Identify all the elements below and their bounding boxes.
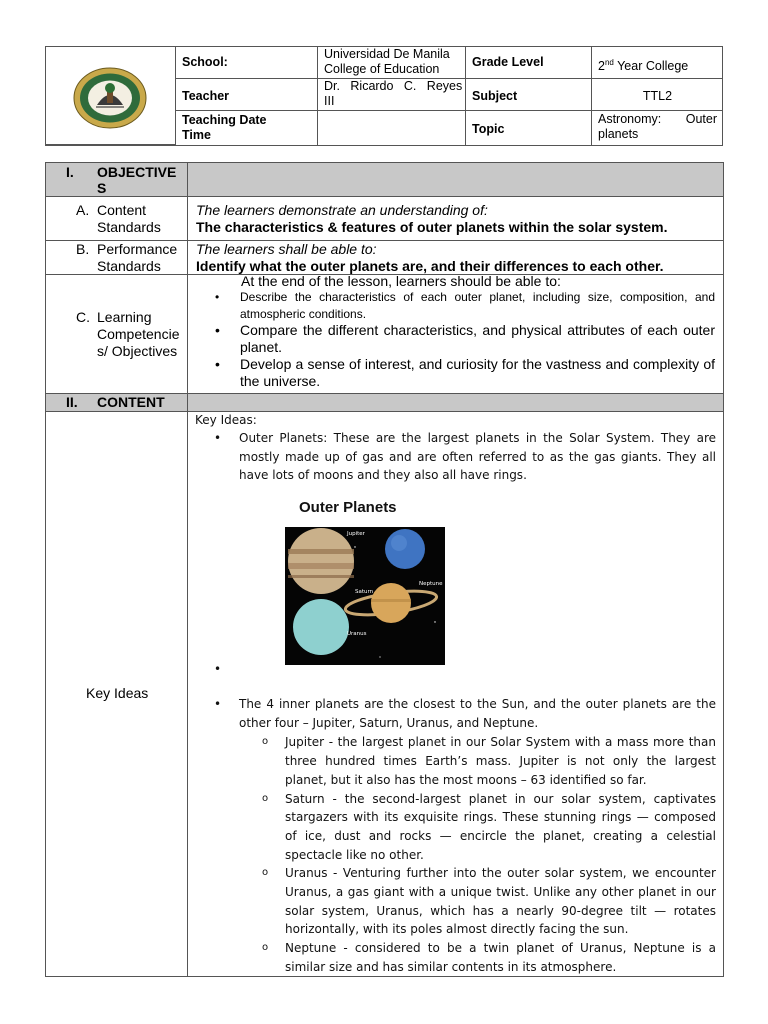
outer-planets-figure (285, 499, 447, 671)
topic-label: Topic (472, 122, 505, 136)
teacher-value-cell (318, 79, 466, 111)
subject-label-cell (466, 79, 592, 111)
teacher-label: Teacher (182, 89, 230, 103)
university-seal-logo (73, 67, 147, 129)
learning-competencies-body (188, 275, 723, 393)
teacher-suffix: III (324, 94, 335, 108)
subject-value-cell (592, 79, 723, 111)
inner-outer-block (195, 695, 716, 977)
uranus-planet (293, 599, 349, 655)
lesson-plan-table (45, 162, 724, 977)
performance-standards-label: B. Performance Standards (46, 241, 188, 274)
outer-planets-bullet: • Outer Planets: These are the largest planets in the Solar System. They are mostly made up of gas and are often referred to as the gas giants. They all have lots of moons and they also all have rings. (195, 429, 716, 485)
time-label: Time (182, 128, 211, 142)
topic-value-line2: planets (598, 127, 639, 141)
neptune-label: Neptune (419, 581, 443, 587)
objectives-heading: I. OBJECTIVE S (46, 163, 188, 196)
content-standards-text: The characteristics & features of outer planets within the solar system. (196, 219, 668, 235)
uranus-detail: o Uranus - Venturing further into the outer solar system, we encounter Uranus, a gas giant with a unique twist. Unlike any other planet in our solar system, Uranus, which has a nearly 90-degree tilt — rotates horizontally, with its poles almost directly facing the sun. (195, 864, 716, 939)
competencies-list (196, 289, 715, 390)
learning-competencies-row (46, 275, 723, 394)
grade-label-cell (466, 47, 592, 79)
teaching-date-label: Teaching Date (182, 113, 267, 127)
saturn-label: Saturn (355, 589, 374, 595)
empty-bullet (195, 660, 720, 679)
competencies-intro: At the end of the lesson, learners should be able to: (241, 273, 561, 289)
objectives-header-row (46, 163, 723, 197)
planets-illustration (285, 527, 445, 665)
subject-label: Subject (472, 89, 518, 103)
list-item: • Compare the different characteristics, and physical attributes of each outer planet. (196, 322, 715, 356)
jupiter-planet (288, 528, 354, 594)
key-ideas-row (46, 412, 723, 976)
jupiter-label: Jupiter (347, 531, 365, 537)
school-value-cell (318, 47, 466, 79)
logo-cell (46, 47, 176, 145)
date-value-cell (318, 111, 466, 145)
subject-value: TTL2 (642, 89, 673, 103)
content-standards-body (188, 197, 723, 240)
performance-standards-row (46, 241, 723, 275)
performance-standards-intro: The learners shall be able to: (196, 241, 377, 257)
performance-standards-text: Identify what the outer planets are, and their differences to each other. (196, 258, 664, 274)
figure-title: Outer Planets (299, 499, 397, 516)
list-item: • Develop a sense of interest, and curiosity for the vastness and complexity of the universe. (196, 356, 715, 390)
inner-outer-bullet: • The 4 inner planets are the closest to the Sun, and the outer planets are the other four – Jupiter, Saturn, Uranus, and Neptune. (195, 695, 716, 732)
grade-value-cell (592, 47, 723, 79)
content-standards-row (46, 197, 723, 241)
content-standards-label: A. Content Standards (46, 197, 188, 240)
content-header-blank (188, 394, 723, 411)
key-ideas-body (188, 412, 723, 976)
date-label-cell (176, 111, 318, 145)
school-name: Universidad De Manila (324, 47, 450, 61)
topic-label-cell (466, 111, 592, 145)
school-college: College of Education (324, 62, 440, 76)
header-table (45, 46, 723, 146)
empty-bullet-block (195, 660, 720, 679)
topic-value-line1: Astronomy: Outer (598, 112, 717, 126)
key-ideas-label-cell (46, 412, 188, 976)
learning-competencies-label: C. Learning Competencie s/ Objectives (46, 275, 188, 393)
neptune-detail: o Neptune - considered to be a twin planet of Uranus, Neptune is a similar size and has similar contents in its atmosphere. (195, 939, 716, 976)
content-heading: II. CONTENT (46, 394, 188, 411)
content-header-row (46, 394, 723, 412)
topic-value-cell (592, 111, 723, 145)
teacher-label-cell (176, 79, 318, 111)
uranus-label: Uranus (347, 631, 367, 637)
empty-bullet-list (195, 660, 720, 679)
key-ideas-heading: Key Ideas: (195, 413, 257, 427)
neptune-planet (385, 529, 425, 569)
performance-standards-body (188, 241, 723, 274)
teacher-name: Dr. Ricardo C. Reyes (324, 79, 463, 93)
outer-planets-image (285, 527, 445, 665)
saturn-planet (371, 583, 411, 623)
outer-planets-list (195, 429, 716, 485)
outer-planet-details-list (195, 733, 716, 976)
school-label-cell (176, 47, 318, 79)
content-standards-intro: The learners demonstrate an understanding of: (196, 202, 488, 218)
objectives-header-blank (188, 163, 723, 196)
planets-bullet-list (195, 695, 716, 732)
school-label: School: (182, 55, 228, 69)
jupiter-detail: o Jupiter - the largest planet in our Solar System with a mass more than three hundred times Earth’s mass. Jupiter is not only the largest planet, but it also has the most moons – 63 identified so far. (195, 733, 716, 789)
key-ideas-label: Key Ideas (86, 685, 149, 701)
grade-value: 2nd Year College (598, 58, 689, 74)
list-item: • Describe the characteristics of each outer planet, including size, composition, and atmospheric conditions. (196, 289, 715, 322)
grade-label: Grade Level (472, 55, 544, 69)
saturn-detail: o Saturn - the second-largest planet in our solar system, captivates stargazers with its exquisite rings. These stunning rings — composed of ice, dust and rocks — encircle the planet, creating a celestial spectacle like no other. (195, 790, 716, 865)
